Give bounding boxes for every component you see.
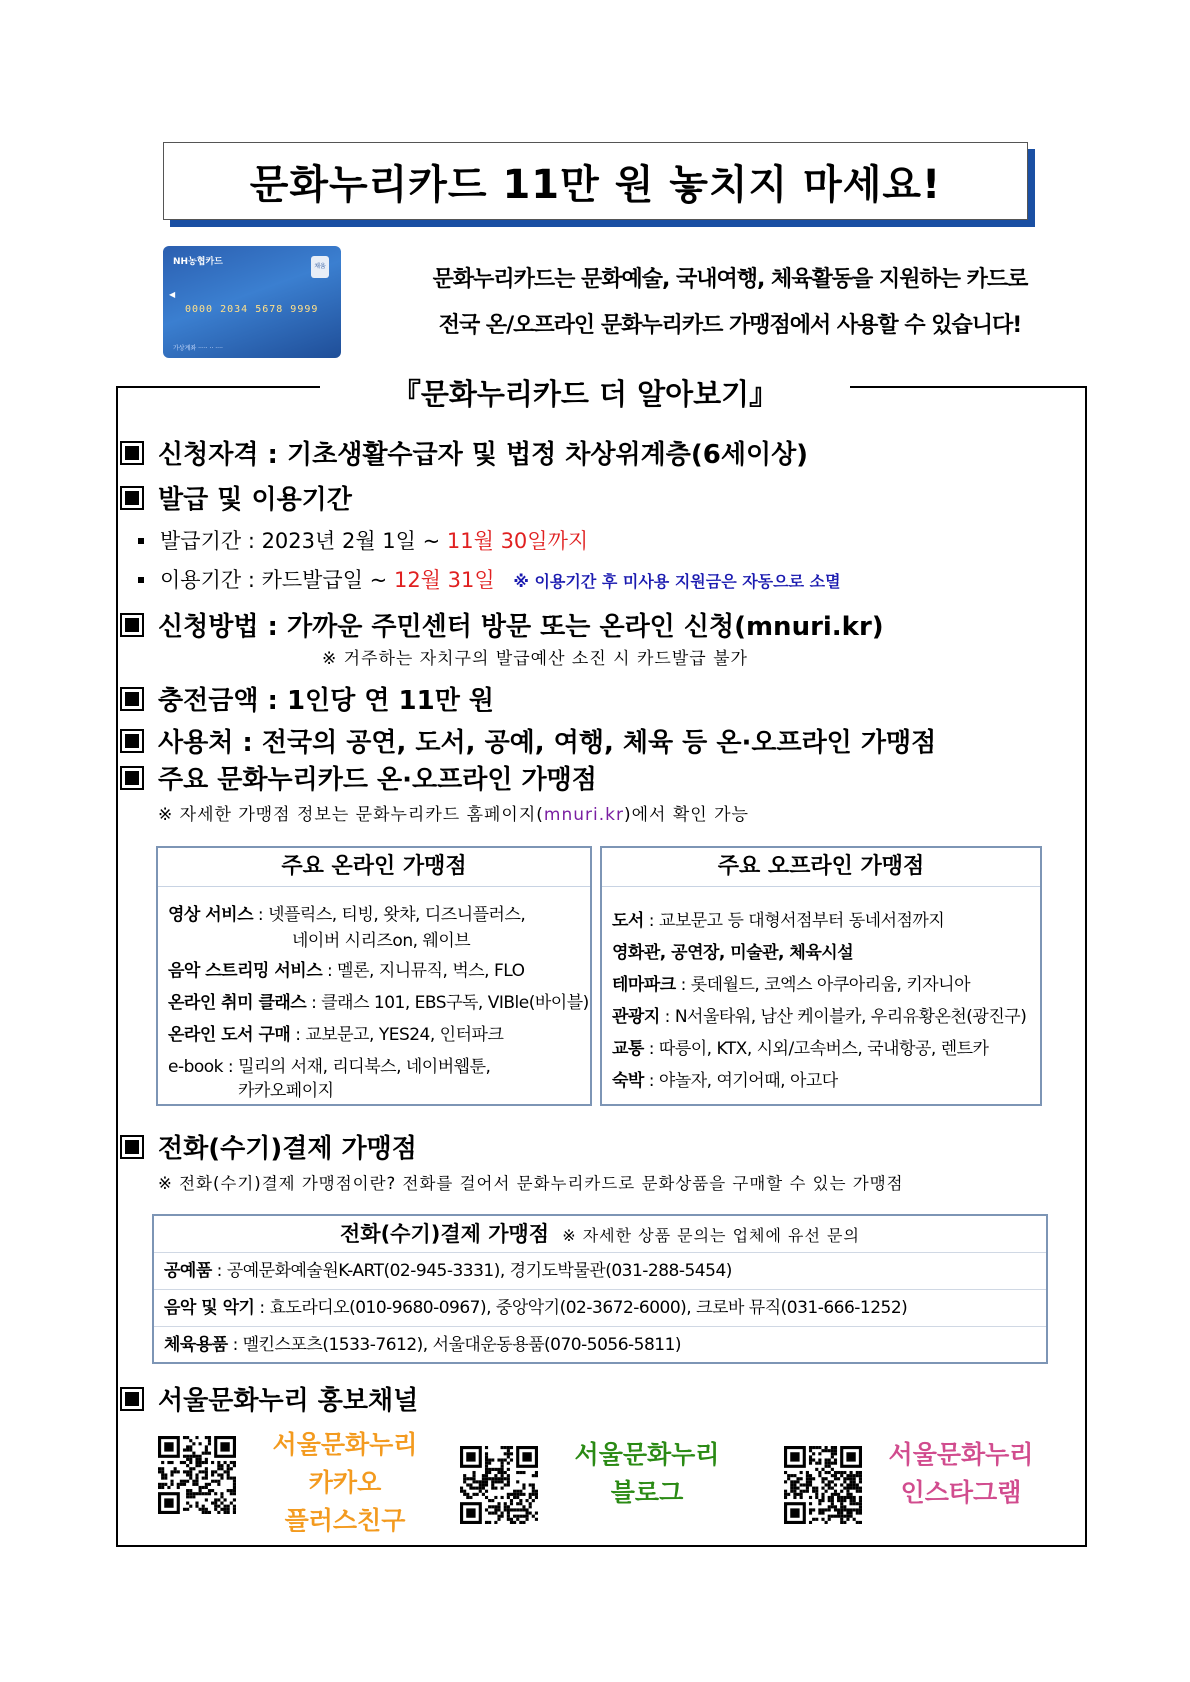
card-arrow-icon: ◀ <box>169 290 176 299</box>
card-number: 0000 2034 5678 9999 <box>185 304 319 315</box>
instagram-qr-code-icon[interactable] <box>784 1446 862 1524</box>
table-row: 음악 및 악기 : 효도라디오(010-9680-0967), 중앙악기(02-3672-6000), 크로바 뮤직(031-666-1252) <box>154 1289 1046 1326</box>
list-item: 도서 : 교보문고 등 대형서점부터 동네서점까지 <box>612 911 945 931</box>
apply-note: ※ 거주하는 자치구의 발급예산 소진 시 카드발급 불가 <box>322 649 748 669</box>
merchants-note: ※ 자세한 가맹점 정보는 문화누리카드 홈페이지(mnuri.kr)에서 확인 가능 <box>158 805 749 825</box>
card-brand: NH농협카드 <box>173 257 223 267</box>
card-footer: 가상계좌 ····· ·· ···· <box>173 345 223 352</box>
blog-qr-code-icon[interactable] <box>460 1446 538 1524</box>
list-item: 온라인 도서 구매 : 교보문고, YES24, 인터파크 <box>168 1025 504 1045</box>
issue-period: 발급기간 : 2023년 2월 1일 ~ 11월 30일까지 <box>138 525 588 555</box>
square-bullet-icon <box>120 766 144 790</box>
bullet-dot-icon <box>138 577 144 583</box>
list-item: 숙박 : 야놀자, 여기어때, 아고다 <box>612 1071 838 1091</box>
kakao-qr-code-icon[interactable] <box>158 1436 236 1514</box>
kakao-channel-label[interactable]: 서울문화누리 카카오 플러스친구 <box>272 1430 418 1535</box>
bullet-dot-icon <box>138 538 144 544</box>
list-item: 관광지 : N서울타워, 남산 케이블카, 우리유황온천(광진구) <box>612 1007 1027 1027</box>
eligibility-heading: 신청자격 : 기초생활수급자 및 법정 차상위계층(6세이상) <box>120 434 808 471</box>
online-table-title: 주요 온라인 가맹점 <box>158 848 590 887</box>
use-period: 이용기간 : 카드발급일 ~ 12월 31일 ※ 이용기간 후 미사용 지원금은 자동으로 소멸 <box>138 564 841 594</box>
table-row: 체육용품 : 멜킨스포츠(1533-7612), 서울대운동용품(070-5056-5811) <box>154 1326 1046 1363</box>
square-bullet-icon <box>120 613 144 637</box>
square-bullet-icon <box>120 441 144 465</box>
use-period-note: ※ 이용기간 후 미사용 지원금은 자동으로 소멸 <box>513 572 841 591</box>
phone-table-header: 전화(수기)결제 가맹점 ※ 자세한 상품 문의는 업체에 유선 문의 <box>340 1222 860 1246</box>
square-bullet-icon <box>120 1387 144 1411</box>
list-item: 테마파크 : 롯데월드, 코엑스 아쿠아리움, 키자니아 <box>612 975 971 995</box>
card-badge: 채움 <box>311 256 329 278</box>
list-item: 카카오페이지 <box>238 1081 334 1101</box>
phone-merchants-table <box>152 1214 1048 1364</box>
phone-note: ※ 전화(수기)결제 가맹점이란? 전화를 걸어서 문화누리카드로 문화상품을 구매할 수 있는 가맹점 <box>158 1174 904 1193</box>
square-bullet-icon <box>120 486 144 510</box>
intro-line-2: 전국 온/오프라인 문화누리카드 가맹점에서 사용할 수 있습니다! <box>438 313 1022 338</box>
offline-table-title: 주요 오프라인 가맹점 <box>602 848 1040 887</box>
issue-period-end: 11월 30일까지 <box>446 529 589 553</box>
table-row: 공예품 : 공예문화예술원K-ART(02-945-3331), 경기도박물관(031-288-5454) <box>154 1252 1046 1289</box>
list-item: 음악 스트리밍 서비스 : 멜론, 지니뮤직, 벅스, FLO <box>168 961 525 981</box>
use-period-end: 12월 31일 <box>393 568 495 592</box>
apply-heading: 신청방법 : 가까운 주민센터 방문 또는 온라인 신청(mnuri.kr) <box>120 606 884 643</box>
title-box <box>163 142 1028 220</box>
online-merchants-table <box>156 846 592 1106</box>
blog-channel-label[interactable]: 서울문화누리 블로그 <box>574 1440 720 1507</box>
section-title: 『문화누리카드 더 알아보기』 <box>320 372 850 413</box>
page-title: 문화누리카드 11만 원 놓치지 마세요! <box>249 161 942 208</box>
square-bullet-icon <box>120 729 144 753</box>
list-item: 온라인 취미 클래스 : 클래스 101, EBS구독, VIBle(바이블) <box>168 993 589 1013</box>
offline-merchants-table <box>600 846 1042 1106</box>
phone-heading: 전화(수기)결제 가맹점 <box>120 1128 417 1165</box>
list-item: e-book : 밀리의 서재, 리디북스, 네이버웹툰, <box>168 1057 491 1077</box>
instagram-channel-label[interactable]: 서울문화누리 인스타그램 <box>888 1440 1034 1507</box>
list-item: 영상 서비스 : 넷플릭스, 티빙, 왓챠, 디즈니플러스, <box>168 905 526 925</box>
homepage-link[interactable]: mnuri.kr <box>543 805 624 825</box>
intro-line-1: 문화누리카드는 문화예술, 국내여행, 체육활동을 지원하는 카드로 <box>432 267 1028 292</box>
list-item: 교통 : 따릉이, KTX, 시외/고속버스, 국내항공, 렌트카 <box>612 1039 989 1059</box>
usage-heading: 사용처 : 전국의 공연, 도서, 공예, 여행, 체육 등 온·오프라인 가맹점 <box>120 722 936 759</box>
square-bullet-icon <box>120 687 144 711</box>
list-item: 네이버 시리즈on, 웨이브 <box>292 931 471 951</box>
promo-heading: 서울문화누리 홍보채널 <box>120 1380 418 1417</box>
list-item: 영화관, 공연장, 미술관, 체육시설 <box>612 943 854 963</box>
card-image <box>163 246 341 358</box>
square-bullet-icon <box>120 1135 144 1159</box>
amount-heading: 충전금액 : 1인당 연 11만 원 <box>120 680 494 717</box>
merchants-heading: 주요 문화누리카드 온·오프라인 가맹점 <box>120 759 597 796</box>
period-heading: 발급 및 이용기간 <box>120 479 352 516</box>
